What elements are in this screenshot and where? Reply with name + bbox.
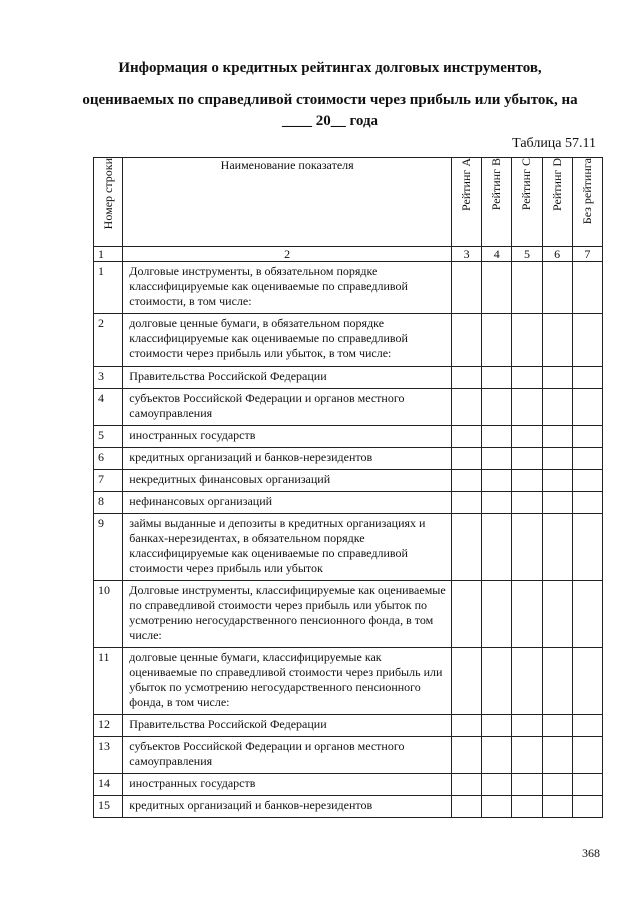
rating-cell — [482, 715, 512, 737]
table-label: Таблица 57.11 — [512, 136, 596, 151]
row-number: 15 — [94, 796, 123, 818]
column-number: 5 — [512, 247, 542, 262]
indicator-name: нефинансовых организаций — [123, 492, 452, 514]
row-number: 9 — [94, 514, 123, 581]
row-number: 13 — [94, 737, 123, 774]
rating-cell — [482, 389, 512, 426]
rating-cell — [542, 796, 572, 818]
column-number: 2 — [123, 247, 452, 262]
rating-cell — [452, 470, 482, 492]
row-number: 11 — [94, 648, 123, 715]
rating-cell — [512, 774, 542, 796]
indicator-name: Правительства Российской Федерации — [123, 367, 452, 389]
rating-cell — [512, 262, 542, 314]
rating-cell — [482, 581, 512, 648]
column-number: 1 — [94, 247, 123, 262]
page-number: 368 — [582, 846, 600, 860]
rating-cell — [572, 314, 602, 367]
indicator-name: некредитных финансовых организаций — [123, 470, 452, 492]
rating-cell — [542, 448, 572, 470]
table-row — [94, 737, 603, 774]
rating-cell — [482, 514, 512, 581]
row-number: 10 — [94, 581, 123, 648]
rating-cell — [512, 796, 542, 818]
rating-cell — [452, 581, 482, 648]
table-row — [94, 715, 603, 737]
rating-cell — [572, 796, 602, 818]
indicator-name: долговые ценные бумаги, классифицируемые как оцениваемые по справедливой стоимости через прибыль или убыток по усмотрению негосударственного пенсионного фонда, в том числе: — [123, 648, 452, 715]
rating-cell — [542, 389, 572, 426]
rating-cell — [542, 715, 572, 737]
rating-cell — [542, 367, 572, 389]
rating-cell — [482, 737, 512, 774]
title-line-1: Информация о кредитных рейтингах долговых инструментов, — [118, 60, 542, 76]
rating-cell — [572, 448, 602, 470]
rating-cell — [482, 492, 512, 514]
row-number: 14 — [94, 774, 123, 796]
rating-cell — [542, 648, 572, 715]
rating-cell — [572, 648, 602, 715]
rating-cell — [542, 314, 572, 367]
rating-cell — [452, 367, 482, 389]
table-row — [94, 262, 603, 314]
rating-cell — [542, 581, 572, 648]
table-row — [94, 581, 603, 648]
rating-cell — [482, 426, 512, 448]
rating-cell — [452, 514, 482, 581]
rating-cell — [512, 367, 542, 389]
rating-cell — [482, 648, 512, 715]
rating-cell — [482, 796, 512, 818]
header-rating-a: Рейтинг A — [452, 158, 482, 247]
row-number: 5 — [94, 426, 123, 448]
title-line-3: ____ 20__ года — [281, 113, 379, 129]
table-row — [94, 367, 603, 389]
row-number: 3 — [94, 367, 123, 389]
rating-cell — [452, 389, 482, 426]
header-row — [94, 158, 603, 247]
rating-cell — [482, 314, 512, 367]
rating-cell — [482, 367, 512, 389]
rating-cell — [572, 737, 602, 774]
indicator-name: Правительства Российской Федерации — [123, 715, 452, 737]
rating-cell — [482, 774, 512, 796]
table-row — [94, 514, 603, 581]
rating-cell — [542, 426, 572, 448]
rating-cell — [572, 426, 602, 448]
rating-cell — [452, 426, 482, 448]
rating-cell — [572, 367, 602, 389]
table-row — [94, 648, 603, 715]
column-number: 3 — [452, 247, 482, 262]
rating-cell — [572, 514, 602, 581]
rating-cell — [572, 774, 602, 796]
rating-cell — [452, 448, 482, 470]
rating-cell — [542, 262, 572, 314]
table-row — [94, 426, 603, 448]
indicator-name: займы выданные и депозиты в кредитных организациях и банках-нерезидентах, в обязательном порядке классифицируемые как оцениваемые по справедливой стоимости через прибыль или убыток — [123, 514, 452, 581]
header-no-rating: Без рейтинга — [572, 158, 602, 247]
rating-cell — [572, 262, 602, 314]
rating-cell — [512, 448, 542, 470]
indicator-name: кредитных организаций и банков-нерезидентов — [123, 448, 452, 470]
column-number: 6 — [542, 247, 572, 262]
rating-cell — [452, 737, 482, 774]
row-number: 1 — [94, 262, 123, 314]
indicator-name: долговые ценные бумаги, в обязательном порядке классифицируемые как оцениваемые по справедливой стоимости через прибыль или убыток, в том числе: — [123, 314, 452, 367]
rating-cell — [572, 492, 602, 514]
rating-cell — [512, 581, 542, 648]
header-indicator: Наименование показателя — [123, 158, 452, 247]
indicator-name: Долговые инструменты, классифицируемые как оцениваемые по справедливой стоимости через прибыль или убыток по усмотрению негосударственного пенсионного фонда, в том числе: — [123, 581, 452, 648]
rating-cell — [452, 715, 482, 737]
row-number: 6 — [94, 448, 123, 470]
table-row — [94, 774, 603, 796]
rating-cell — [572, 581, 602, 648]
rating-cell — [512, 737, 542, 774]
rating-cell — [452, 648, 482, 715]
rating-cell — [542, 470, 572, 492]
indicator-name: иностранных государств — [123, 774, 452, 796]
row-number: 12 — [94, 715, 123, 737]
indicator-name: субъектов Российской Федерации и органов местного самоуправления — [123, 737, 452, 774]
header-rating-b: Рейтинг B — [482, 158, 512, 247]
rating-cell — [542, 492, 572, 514]
indicator-name: Долговые инструменты, в обязательном порядке классифицируемые как оцениваемые по справедливой стоимости, в том числе: — [123, 262, 452, 314]
row-number: 7 — [94, 470, 123, 492]
row-number: 2 — [94, 314, 123, 367]
column-number: 7 — [572, 247, 602, 262]
rating-cell — [482, 262, 512, 314]
rating-cell — [452, 796, 482, 818]
header-rating-d: Рейтинг D — [542, 158, 572, 247]
rating-cell — [512, 715, 542, 737]
rating-cell — [482, 470, 512, 492]
ratings-table — [93, 157, 603, 818]
header-row-number: Номер строки — [94, 158, 123, 247]
table-row — [94, 796, 603, 818]
rating-cell — [542, 774, 572, 796]
rating-cell — [452, 314, 482, 367]
row-number: 8 — [94, 492, 123, 514]
indicator-name: кредитных организаций и банков-нерезидентов — [123, 796, 452, 818]
rating-cell — [512, 389, 542, 426]
rating-cell — [542, 514, 572, 581]
column-number-row — [94, 247, 603, 262]
table-row — [94, 470, 603, 492]
rating-cell — [542, 737, 572, 774]
table-row — [94, 448, 603, 470]
table-row — [94, 389, 603, 426]
header-rating-c: Рейтинг C — [512, 158, 542, 247]
rating-cell — [482, 448, 512, 470]
rating-cell — [572, 470, 602, 492]
rating-cell — [512, 492, 542, 514]
rating-cell — [572, 715, 602, 737]
rating-cell — [512, 426, 542, 448]
rating-cell — [512, 470, 542, 492]
rating-cell — [452, 774, 482, 796]
rating-cell — [512, 314, 542, 367]
indicator-name: субъектов Российской Федерации и органов местного самоуправления — [123, 389, 452, 426]
title-line-2: оцениваемых по справедливой стоимости через прибыль или убыток, на — [82, 92, 578, 108]
rating-cell — [512, 648, 542, 715]
rating-cell — [512, 514, 542, 581]
row-number: 4 — [94, 389, 123, 426]
indicator-name: иностранных государств — [123, 426, 452, 448]
rating-cell — [572, 389, 602, 426]
rating-cell — [452, 262, 482, 314]
table-row — [94, 492, 603, 514]
rating-cell — [452, 492, 482, 514]
column-number: 4 — [482, 247, 512, 262]
table-row — [94, 314, 603, 367]
